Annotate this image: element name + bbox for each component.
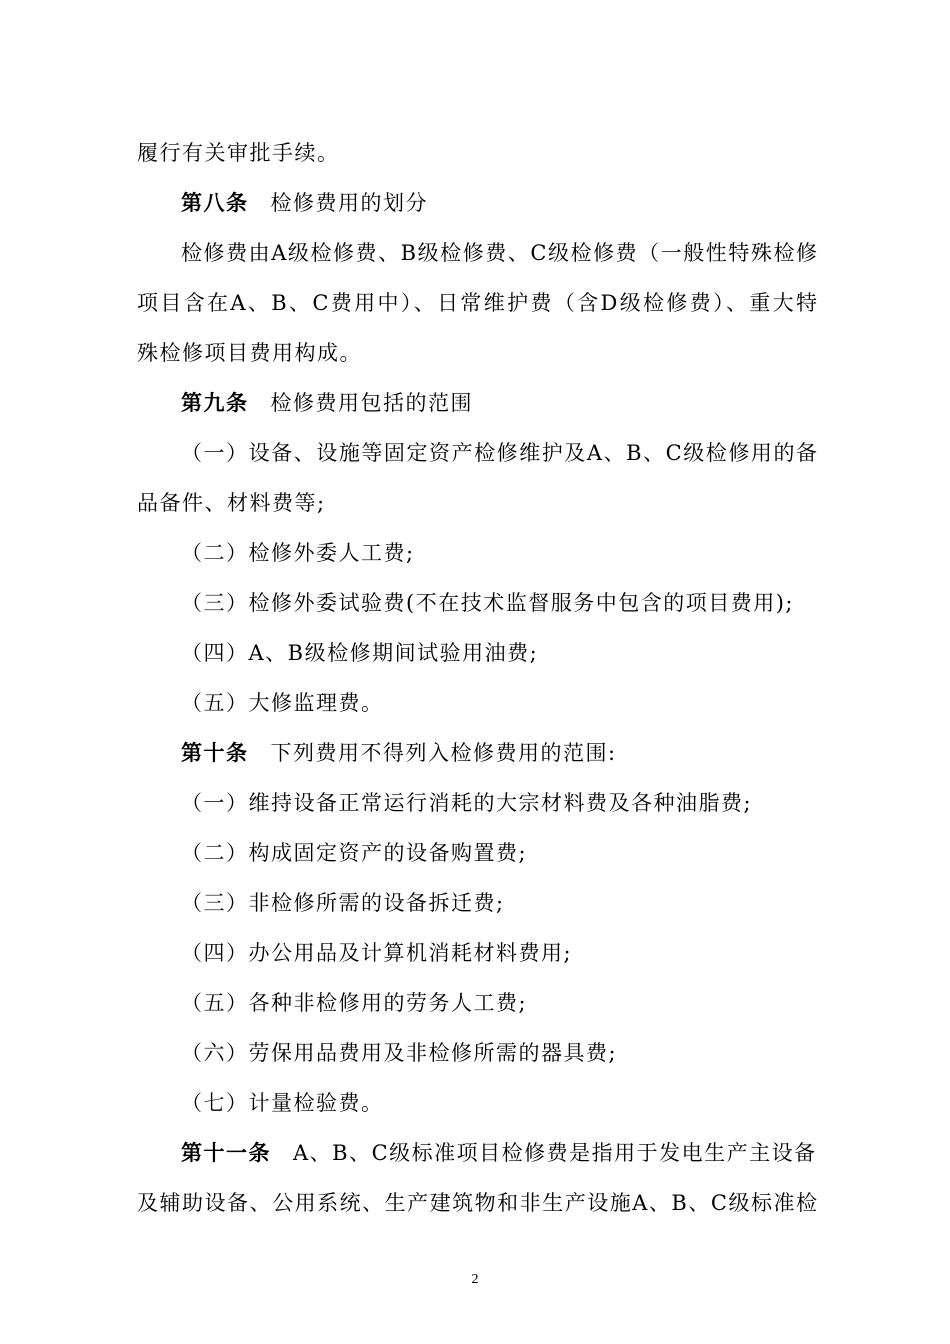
text-line xyxy=(137,1078,817,1128)
line-text: （一）维持设备正常运行消耗的大宗材料费及各种油脂费; xyxy=(181,791,753,815)
line-text: 检修费用包括的范围 xyxy=(270,391,473,415)
text-line xyxy=(137,928,817,978)
article-heading: 第十条 xyxy=(181,740,249,765)
line-text: （五）大修监理费。 xyxy=(181,691,384,715)
line-text: 下列费用不得列入检修费用的范围: xyxy=(270,741,617,765)
text-line xyxy=(137,678,817,728)
text-line xyxy=(137,778,817,828)
text-line xyxy=(137,378,817,428)
line-text: （七）计量检验费。 xyxy=(181,1091,384,1115)
text-line xyxy=(137,328,817,378)
line-text: （一）设备、设施等固定资产检修维护及A、B、C级检修用的备 xyxy=(181,441,817,465)
article-heading: 第十一条 xyxy=(181,1140,271,1165)
text-line xyxy=(137,578,817,628)
line-text: 殊检修项目费用构成。 xyxy=(137,341,362,365)
line-text: 项目含在A、B、C费用中）、日常维护费（含D级检修费）、重大特 xyxy=(137,291,817,315)
line-text: （六）劳保用品费用及非检修所需的器具费; xyxy=(181,1041,618,1065)
line-text: （三）非检修所需的设备拆迁费; xyxy=(181,891,505,915)
line-text: 检修费用的划分 xyxy=(270,191,428,215)
page-number: 2 xyxy=(471,1272,479,1287)
text-line xyxy=(137,1028,817,1078)
article-heading: 第九条 xyxy=(181,390,249,415)
text-line xyxy=(137,228,817,278)
document-body xyxy=(137,128,817,1228)
text-line xyxy=(137,178,817,228)
line-text: 品备件、材料费等; xyxy=(137,491,326,515)
text-line xyxy=(137,628,817,678)
line-text: （四）A、B级检修期间试验用油费; xyxy=(181,641,539,665)
line-text: （二）构成固定资产的设备购置费; xyxy=(181,841,528,865)
text-line xyxy=(137,878,817,928)
text-line xyxy=(137,978,817,1028)
line-text: （五）各种非检修用的劳务人工费; xyxy=(181,991,528,1015)
line-text: 检修费由A级检修费、B级检修费、C级检修费（一般性特殊检修 xyxy=(181,241,817,265)
text-line xyxy=(137,1128,817,1178)
line-text: A、B、C级标准项目检修费是指用于发电生产主设备 xyxy=(293,1141,817,1165)
line-text: （三）检修外委试验费(不在技术监督服务中包含的项目费用); xyxy=(181,591,794,615)
text-line xyxy=(137,1178,817,1228)
line-text: 及辅助设备、公用系统、生产建筑物和非生产设施A、B、C级标准检 xyxy=(137,1191,817,1215)
line-text: 履行有关审批手续。 xyxy=(137,141,340,165)
text-line xyxy=(137,278,817,328)
article-heading: 第八条 xyxy=(181,190,249,215)
text-line xyxy=(137,128,817,178)
text-line xyxy=(137,528,817,578)
text-line xyxy=(137,478,817,528)
line-text: （四）办公用品及计算机消耗材料费用; xyxy=(181,941,573,965)
line-text: （二）检修外委人工费; xyxy=(181,541,415,565)
text-line xyxy=(137,428,817,478)
text-line xyxy=(137,728,817,778)
text-line xyxy=(137,828,817,878)
